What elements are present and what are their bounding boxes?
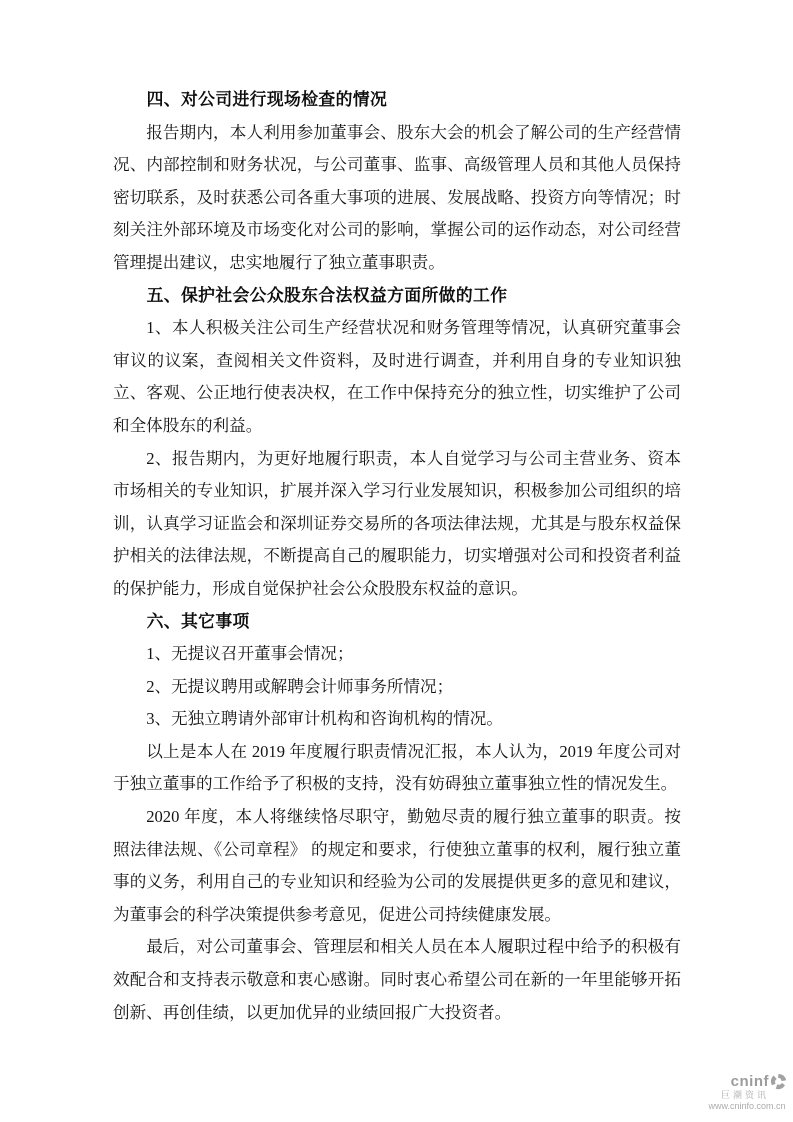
paragraph: 1、本人积极关注公司生产经营状况和财务管理等情况，认真研究董事会审议的议案，查阅相关文件资料，及时进行调查，并利用自身的专业知识独立、客观、公正地行使表决权，在工作中保持充分的独立性，切实维护了公司和全体股东的利益。 <box>113 318 681 435</box>
cninfo-watermark <box>705 1073 789 1112</box>
paragraph: 2020 年度，本人将继续恪尽职守，勤勉尽责的履行独立董事的职责。按照法律法规、《公司章程》 的规定和要求，行使独立董事的权利，履行独立董事的义务，利用自己的专业知识和经验为公司的发展提供更多的意见和建议，为董事会的科学决策提供参考意见，促进公司持续健康发展。 <box>113 807 681 924</box>
cninfo-logo <box>705 1073 789 1090</box>
paragraph: 以上是本人在 2019 年度履行职责情况汇报，本人认为，2019 年度公司对于独立董事的工作给予了积极的支持，没有妨碍独立董事独立性的情况发生。 <box>113 741 681 794</box>
section-heading-shareholder-protection: 五、保护社会公众股东合法权益方面所做的工作 <box>146 285 508 305</box>
paragraph: 报告期内，本人利用参加董事会、股东大会的机会了解公司的生产经营情况、内部控制和财务状况，与公司董事、监事、高级管理人员和其他人员保持密切联系，及时获悉公司各重大事项的进展、发展战略、投资方向等情况；时刻关注外部环境及市场变化对公司的影响，掌握公司的运作动态，对公司经营管理提出建议，忠实地履行了独立董事职责。 <box>113 122 681 272</box>
document-body <box>113 84 681 1029</box>
section-heading-other-matters: 六、其它事项 <box>146 611 250 631</box>
pinwheel-icon <box>770 1073 787 1090</box>
list-item: 1、无提议召开董事会情况； <box>146 644 354 664</box>
list-item: 2、无提议聘用或解聘会计师事务所情况； <box>146 676 454 696</box>
cninfo-url: www.cninfo.com.cn <box>708 1101 786 1111</box>
paragraph: 2、报告期内，为更好地履行职责，本人自觉学习与公司主营业务、资本市场相关的专业知识，扩展并深入学习行业发展知识，积极参加公司组织的培训，认真学习证监会和深圳证券交易所的各项法律法规，尤其是与股东权益保护相关的法律法规，不断提高自己的履职能力，切实增强对公司和投资者利益的保护能力，形成自觉保护社会公众股股东权益的意识。 <box>113 448 681 598</box>
list-item: 3、无独立聘请外部审计机构和咨询机构的情况。 <box>146 709 503 729</box>
cninfo-logo-text: cninf <box>730 1073 769 1090</box>
section-heading-site-inspection: 四、对公司进行现场检查的情况 <box>146 90 388 109</box>
cninfo-subtitle: 巨潮资讯 <box>720 1090 769 1100</box>
paragraph: 最后，对公司董事会、管理层和相关人员在本人履职过程中给予的积极有效配合和支持表示敬意和衷心感谢。同时衷心希望公司在新的一年里能够开拓创新、再创佳绩，以更加优异的业绩回报广大投资者。 <box>113 937 681 1022</box>
